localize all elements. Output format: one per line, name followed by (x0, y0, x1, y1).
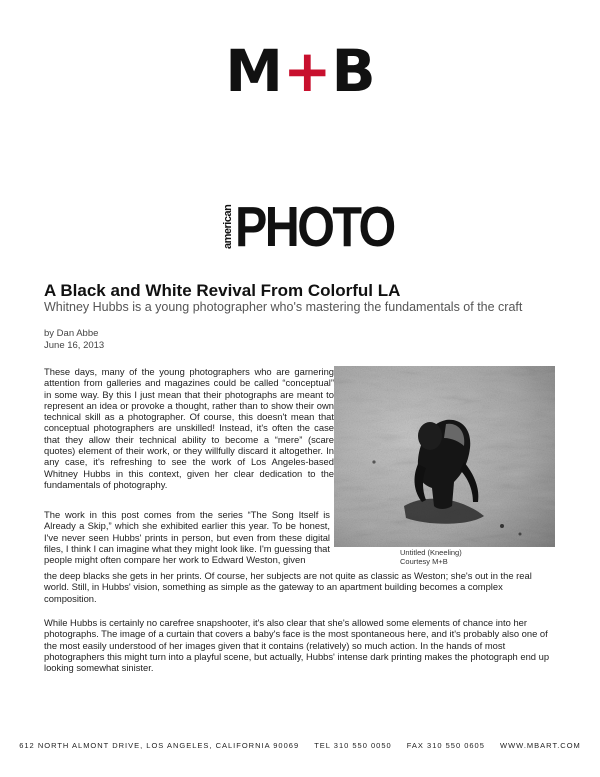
article-photo (334, 366, 555, 547)
paragraph-2: The work in this post comes from the series “The Song Itself is Already a Skip,” which she exhibited earlier this year. To be honest, I've never seen Hubbs' prints in person, but even from these digital files, I think I can imagine what they might look like. I'm guessing that people might often compare her work to Edward Weston, given (44, 509, 330, 566)
paragraph-4: While Hubbs is certainly no carefree snapshooter, it's also clear that she's allowed some elements of chance into her photographs. The image of a curtain that covers a baby's face is the most spontaneous here, and it's probably also one of the most easily understood of her images given that it contains (relatively) so much action. In the hands of most photographers this might turn into a playful scene, but actually, Hubbs' intense dark printing makes the photograph end up looking somewhat sinister. (44, 617, 550, 674)
logo-letter-b: B (331, 37, 375, 105)
paragraph-3: the deep blacks she gets in her prints. Of course, her subjects are not quite as classic as Weston; she's out in the real world. Still, in Hubbs' vision, something as simple as the gateway to an apartment building becomes a complex composition. (44, 570, 532, 604)
photo-caption (400, 548, 462, 566)
footer-address: 612 NORTH ALMONT DRIVE, LOS ANGELES, CALIFORNIA 90069 (19, 741, 300, 750)
author: by Dan Abbe (44, 328, 99, 339)
paragraph-1: These days, many of the young photographers who are garnering attention from galleries and magazines could be called “conceptual” in some way. By this I just mean that their photographs are meant to represent an idea or provoke a thought, rather than to show their own technical skill as a photographer. Of course, this doesn't mean that conceptual photographers are unskilled! Instead, it's often the case that they allow their technical ability to become a “mere” (scare quotes) element of their work, or they willfully discard it altogether. In any case, it's refreshing to see the work of Los Angeles-based Whitney Hubbs in this context, given her clear dedication to the fundamentals of photography. (44, 366, 334, 490)
byline (44, 328, 104, 352)
masthead-small-word: american (222, 204, 234, 250)
caption-title: Untitled (Kneeling) (400, 548, 462, 557)
article-subtitle: Whitney Hubbs is a young photographer who's mastering the fundamentals of the craft (44, 300, 523, 314)
logo-letter-m: M (225, 37, 282, 105)
footer-tel: TEL 310 550 0050 (314, 741, 392, 750)
gallery-logo (0, 37, 600, 105)
photo-kneeling-figure (334, 366, 555, 547)
publish-date: June 16, 2013 (44, 340, 105, 351)
caption-credit: Courtesy M+B (400, 557, 448, 566)
article-title: A Black and White Revival From Colorful LA (44, 281, 401, 300)
magazine-masthead (222, 195, 422, 259)
gallery-footer (0, 741, 600, 750)
logo-plus-sign: + (282, 37, 331, 105)
footer-fax: FAX 310 550 0605 (406, 741, 485, 750)
masthead-big-word: PHOTO (235, 195, 394, 259)
footer-website: WWW.MBART.COM (500, 741, 581, 750)
